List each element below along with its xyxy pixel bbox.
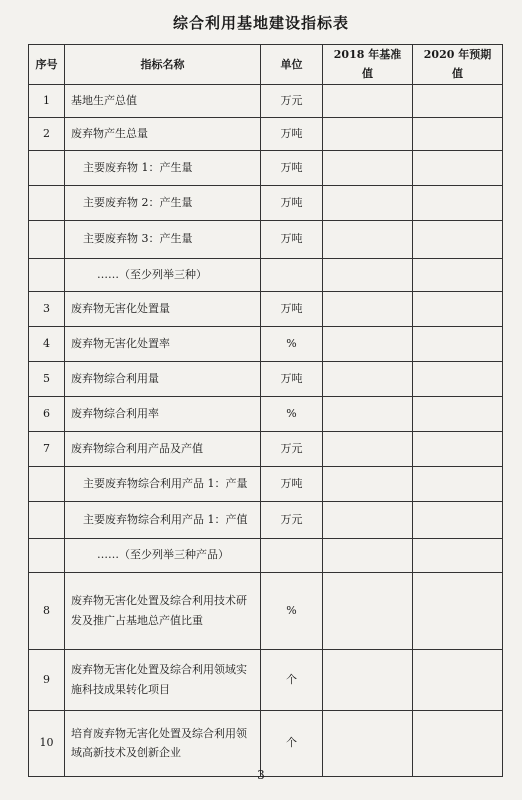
row-unit: 万元 [261, 501, 323, 538]
row-unit: 个 [261, 649, 323, 710]
table-row [29, 258, 503, 291]
row-2020-value [413, 258, 503, 291]
table-row [29, 572, 503, 649]
table-row [29, 431, 503, 466]
row-name: 废弃物综合利用量 [65, 361, 261, 396]
row-unit: 万吨 [261, 220, 323, 258]
header-2018: 2018 年基准值 [323, 45, 413, 85]
row-2020-value [413, 466, 503, 501]
row-no: 7 [29, 431, 65, 466]
row-2018-value [323, 84, 413, 117]
row-unit: 万吨 [261, 361, 323, 396]
row-2018-value [323, 710, 413, 776]
row-unit: 万吨 [261, 466, 323, 501]
row-no [29, 220, 65, 258]
row-2020-value [413, 361, 503, 396]
row-unit: 个 [261, 710, 323, 776]
row-name: ……（至少列举三种产品） [65, 538, 261, 572]
row-no: 9 [29, 649, 65, 710]
row-no: 10 [29, 710, 65, 776]
row-2020-value [413, 396, 503, 431]
row-name: 废弃物综合利用产品及产值 [65, 431, 261, 466]
row-name: 废弃物无害化处置率 [65, 326, 261, 361]
row-name: 主要废弃物 2：产生量 [65, 185, 261, 220]
row-2018-value [323, 396, 413, 431]
table-row [29, 291, 503, 326]
row-no: 2 [29, 117, 65, 150]
row-2018-value [323, 572, 413, 649]
table-row [29, 326, 503, 361]
row-2018-value [323, 258, 413, 291]
table-row [29, 501, 503, 538]
row-name: 培育废弃物无害化处置及综合利用领域高新技术及创新企业 [65, 710, 261, 776]
header-name: 指标名称 [65, 45, 261, 85]
row-2020-value [413, 710, 503, 776]
row-name: 废弃物无害化处置及综合利用领域实施科技成果转化项目 [65, 649, 261, 710]
row-name: 废弃物产生总量 [65, 117, 261, 150]
row-name: 主要废弃物综合利用产品 1：产值 [65, 501, 261, 538]
row-name: 基地生产总值 [65, 84, 261, 117]
row-2018-value [323, 117, 413, 150]
table-row [29, 466, 503, 501]
row-no: 4 [29, 326, 65, 361]
row-unit: 万吨 [261, 185, 323, 220]
row-2018-value [323, 326, 413, 361]
row-no: 3 [29, 291, 65, 326]
row-name: 废弃物无害化处置及综合利用技术研发及推广占基地总产值比重 [65, 572, 261, 649]
row-2018-value [323, 185, 413, 220]
row-2018-value [323, 220, 413, 258]
indicator-table [28, 44, 503, 777]
row-unit: % [261, 572, 323, 649]
row-2018-value [323, 291, 413, 326]
row-name: ……（至少列举三种） [65, 258, 261, 291]
row-no: 1 [29, 84, 65, 117]
table-row [29, 150, 503, 185]
table-row [29, 185, 503, 220]
table-row [29, 538, 503, 572]
row-name: 废弃物综合利用率 [65, 396, 261, 431]
row-no [29, 466, 65, 501]
row-name: 主要废弃物 1：产生量 [65, 150, 261, 185]
row-name: 废弃物无害化处置量 [65, 291, 261, 326]
row-2018-value [323, 431, 413, 466]
row-unit: 万吨 [261, 117, 323, 150]
header-2020: 2020 年预期值 [413, 45, 503, 85]
row-unit [261, 538, 323, 572]
table-row [29, 361, 503, 396]
row-2020-value [413, 538, 503, 572]
row-name: 主要废弃物综合利用产品 1：产量 [65, 466, 261, 501]
row-2020-value [413, 431, 503, 466]
table-header-row [29, 45, 503, 85]
row-2018-value [323, 150, 413, 185]
row-2020-value [413, 326, 503, 361]
row-unit: 万元 [261, 431, 323, 466]
row-no: 8 [29, 572, 65, 649]
table-row [29, 710, 503, 776]
header-no: 序号 [29, 45, 65, 85]
row-unit [261, 258, 323, 291]
row-no [29, 150, 65, 185]
table-title: 综合利用基地建设指标表 [172, 14, 349, 32]
row-no [29, 258, 65, 291]
row-2018-value [323, 649, 413, 710]
row-unit: 万吨 [261, 291, 323, 326]
row-2020-value [413, 501, 503, 538]
row-no [29, 185, 65, 220]
row-unit: % [261, 396, 323, 431]
row-2018-value [323, 538, 413, 572]
row-2018-value [323, 466, 413, 501]
row-2018-value [323, 501, 413, 538]
page-number: 3 [257, 768, 265, 782]
row-2018-value [323, 361, 413, 396]
row-unit: 万吨 [261, 150, 323, 185]
table-row [29, 84, 503, 117]
table-row [29, 649, 503, 710]
table-row [29, 117, 503, 150]
header-unit: 单位 [261, 45, 323, 85]
row-no [29, 538, 65, 572]
row-2020-value [413, 291, 503, 326]
row-unit: 万元 [261, 84, 323, 117]
row-no [29, 501, 65, 538]
table-row [29, 396, 503, 431]
row-unit: % [261, 326, 323, 361]
row-name: 主要废弃物 3：产生量 [65, 220, 261, 258]
row-2020-value [413, 117, 503, 150]
table-row [29, 220, 503, 258]
row-2020-value [413, 220, 503, 258]
row-2020-value [413, 572, 503, 649]
row-no: 6 [29, 396, 65, 431]
row-2020-value [413, 185, 503, 220]
row-2020-value [413, 150, 503, 185]
row-no: 5 [29, 361, 65, 396]
row-2020-value [413, 649, 503, 710]
row-2020-value [413, 84, 503, 117]
